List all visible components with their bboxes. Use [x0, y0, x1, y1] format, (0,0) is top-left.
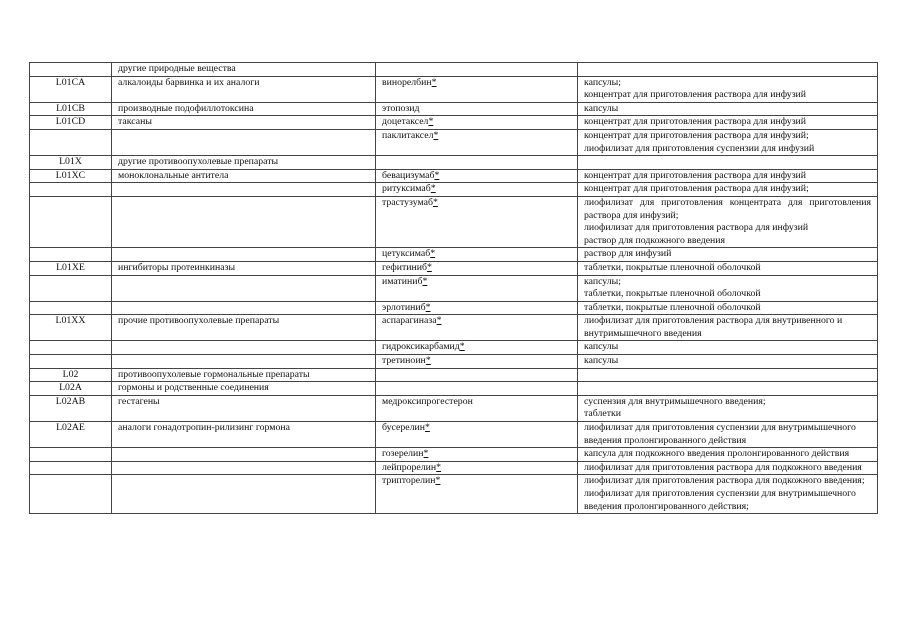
dosage-form: таблетки, покрытые пленочной оболочкой [584, 261, 761, 273]
footnote-asterisk: * [435, 475, 441, 487]
table-row [30, 422, 878, 448]
drug-name: паклитаксел [382, 129, 434, 141]
footnote-asterisk: * [432, 196, 438, 208]
drug-name: трипторелин [382, 475, 436, 487]
table-row [30, 382, 878, 396]
footnote-asterisk: * [428, 116, 434, 128]
dosage-form-cell [578, 382, 878, 396]
atc-code-cell: L01XC [30, 169, 112, 183]
table-row [30, 461, 878, 475]
dosage-form: капсулы [584, 341, 619, 353]
group-name-cell: аналоги гонадотропин-рилизинг гормона [112, 422, 376, 448]
drug-name: аспарагиназа [382, 315, 437, 327]
drug-name-cell [376, 102, 578, 116]
table-row [30, 355, 878, 369]
atc-code-cell: L01XE [30, 261, 112, 275]
drug-name: медроксипрогестерон [382, 395, 473, 407]
atc-code-cell [30, 461, 112, 475]
drug-name-cell [376, 261, 578, 275]
atc-code-cell [30, 475, 112, 514]
drug-name-cell [376, 63, 578, 77]
dosage-form-cell [578, 355, 878, 369]
drug-name: гидроксикарбамид [382, 341, 460, 353]
group-name-cell: гестагены [112, 395, 376, 421]
dosage-form: лиофилизат для приготовления раствора для внутривенного и внутримышечного введения [584, 315, 843, 339]
dosage-form-cell [578, 196, 878, 247]
group-name-cell: алкалоиды барвинка и их аналоги [112, 76, 376, 102]
group-name-cell [112, 475, 376, 514]
drug-name: эрлотиниб [382, 301, 426, 313]
drug-name: трастузумаб [382, 196, 433, 208]
group-name-cell [112, 355, 376, 369]
drug-table [29, 62, 878, 514]
drug-name-cell [376, 368, 578, 382]
drug-name-cell [376, 196, 578, 247]
drug-name-cell [376, 341, 578, 355]
dosage-form: таблетки, покрытые пленочной оболочкой [584, 288, 761, 300]
group-name-cell [112, 301, 376, 315]
drug-name: гефитиниб [382, 261, 427, 273]
dosage-form: концентрат для приготовления раствора для инфузий [584, 116, 807, 128]
footnote-asterisk: * [436, 461, 442, 473]
dosage-form: лиофилизат для приготовления суспензии для внутримышечного введения пролонгированного действия [584, 422, 856, 446]
group-name-cell [112, 129, 376, 155]
dosage-form: суспензия для внутримышечного введения; [584, 395, 766, 407]
dosage-form-cell [578, 156, 878, 170]
table-row [30, 275, 878, 301]
atc-code-cell: L01CD [30, 116, 112, 130]
atc-code-cell: L01CA [30, 76, 112, 102]
atc-code-cell: L01XX [30, 315, 112, 341]
group-name-cell: гормоны и родственные соединения [112, 382, 376, 396]
table-row [30, 341, 878, 355]
atc-code-cell [30, 248, 112, 262]
table-row [30, 183, 878, 197]
dosage-form-cell [578, 341, 878, 355]
table-row [30, 315, 878, 341]
atc-code-cell [30, 183, 112, 197]
dosage-form-cell [578, 301, 878, 315]
atc-code-cell: L02 [30, 368, 112, 382]
group-name-cell [112, 341, 376, 355]
atc-code-cell [30, 341, 112, 355]
drug-name: этопозид [382, 102, 420, 114]
dosage-form: раствор для подкожного введения [584, 234, 726, 246]
group-name-cell: противоопухолевые гормональные препараты [112, 368, 376, 382]
table-row [30, 248, 878, 262]
table-row [30, 196, 878, 247]
drug-name-cell [376, 76, 578, 102]
atc-code-cell [30, 355, 112, 369]
group-name-cell: моноклональные антитела [112, 169, 376, 183]
table-row [30, 63, 878, 77]
footnote-asterisk: * [431, 76, 437, 88]
atc-code-cell [30, 448, 112, 462]
footnote-asterisk: * [459, 341, 465, 353]
atc-code-cell: L02AE [30, 422, 112, 448]
table-body [30, 63, 878, 514]
dosage-form-cell [578, 102, 878, 116]
table-row [30, 261, 878, 275]
dosage-form: концентрат для приготовления раствора для инфузий; [584, 183, 809, 195]
dosage-form-cell [578, 76, 878, 102]
group-name-cell: другие природные вещества [112, 63, 376, 77]
dosage-form: лиофилизат для приготовления суспензии для внутримышечного введения пролонгированного действия; [584, 488, 856, 512]
group-name-cell [112, 196, 376, 247]
dosage-form: таблетки, покрытые пленочной оболочкой [584, 301, 761, 313]
atc-code-cell: L01CB [30, 102, 112, 116]
dosage-form: капсулы [584, 355, 619, 367]
group-name-cell: другие противоопухолевые препараты [112, 156, 376, 170]
dosage-form-cell [578, 116, 878, 130]
dosage-form-cell [578, 368, 878, 382]
dosage-form-cell [578, 261, 878, 275]
drug-name-cell [376, 183, 578, 197]
drug-name-cell [376, 156, 578, 170]
dosage-form-cell [578, 169, 878, 183]
group-name-cell [112, 183, 376, 197]
atc-code-cell: L02A [30, 382, 112, 396]
footnote-asterisk: * [424, 422, 430, 434]
group-name-cell: таксаны [112, 116, 376, 130]
footnote-asterisk: * [433, 129, 439, 141]
dosage-form-cell [578, 63, 878, 77]
table-row [30, 475, 878, 514]
atc-code-cell [30, 196, 112, 247]
dosage-form-cell [578, 422, 878, 448]
dosage-form-cell [578, 275, 878, 301]
table-row [30, 102, 878, 116]
footnote-asterisk: * [426, 261, 432, 273]
drug-name-cell [376, 248, 578, 262]
drug-name-cell [376, 422, 578, 448]
dosage-form: лиофилизат для приготовления раствора для подкожного введения; [584, 475, 865, 487]
table-row [30, 395, 878, 421]
drug-name-cell [376, 129, 578, 155]
footnote-asterisk: * [434, 169, 440, 181]
group-name-cell [112, 448, 376, 462]
table-row [30, 368, 878, 382]
dosage-form: концентрат для приготовления раствора для инфузий; [584, 129, 809, 141]
dosage-form: лиофилизат для приготовления концентрата для приготовления раствора для инфузий; [584, 196, 871, 221]
drug-name-cell [376, 461, 578, 475]
footnote-asterisk: * [430, 183, 436, 195]
dosage-form: капсулы; [584, 275, 621, 287]
footnote-asterisk: * [436, 315, 442, 327]
drug-name-cell [376, 475, 578, 514]
group-name-cell [112, 275, 376, 301]
table-row [30, 169, 878, 183]
atc-code-cell [30, 129, 112, 155]
dosage-form-cell [578, 315, 878, 341]
dosage-form: капсулы [584, 102, 619, 114]
drug-name-cell [376, 301, 578, 315]
dosage-form-cell [578, 461, 878, 475]
drug-name: лейпрорелин [382, 461, 437, 473]
atc-code-cell [30, 301, 112, 315]
atc-code-cell [30, 275, 112, 301]
table-row [30, 156, 878, 170]
dosage-form: лиофилизат для приготовления раствора для подкожного введения [584, 461, 862, 473]
dosage-form-cell [578, 129, 878, 155]
drug-name: бусерелин [382, 422, 425, 434]
drug-name: ритуксимаб [382, 183, 431, 195]
drug-name-cell [376, 169, 578, 183]
dosage-form-cell [578, 183, 878, 197]
dosage-form-cell [578, 395, 878, 421]
footnote-asterisk: * [423, 448, 429, 460]
drug-name-cell [376, 355, 578, 369]
drug-name: третиноин [382, 355, 426, 367]
drug-name: бевацизумаб [382, 169, 435, 181]
drug-name-cell [376, 116, 578, 130]
drug-name-cell [376, 315, 578, 341]
table-row [30, 116, 878, 130]
dosage-form: концентрат для приготовления раствора для инфузий [584, 89, 807, 101]
dosage-form-cell [578, 448, 878, 462]
atc-code-cell: L02AB [30, 395, 112, 421]
group-name-cell: прочие противоопухолевые препараты [112, 315, 376, 341]
group-name-cell: ингибиторы протеинкиназы [112, 261, 376, 275]
dosage-form-cell [578, 475, 878, 514]
group-name-cell: производные подофиллотоксина [112, 102, 376, 116]
dosage-form: лиофилизат для приготовления суспензии для инфузий [584, 142, 815, 154]
group-name-cell [112, 461, 376, 475]
footnote-asterisk: * [425, 355, 431, 367]
drug-name: иматиниб [382, 275, 423, 287]
drug-name-cell [376, 275, 578, 301]
drug-name-cell [376, 395, 578, 421]
dosage-form: лиофилизат для приготовления раствора для инфузий [584, 222, 809, 234]
dosage-form: капсулы; [584, 76, 621, 88]
dosage-form: раствор для инфузий [584, 248, 672, 260]
drug-name: цетуксимаб [382, 248, 431, 260]
atc-code-cell: L01X [30, 156, 112, 170]
drug-name-cell [376, 382, 578, 396]
table-row [30, 76, 878, 102]
drug-name: винорелбин [382, 76, 432, 88]
dosage-form: концентрат для приготовления раствора для инфузий [584, 169, 807, 181]
dosage-form-cell [578, 248, 878, 262]
dosage-form: таблетки [584, 408, 622, 420]
footnote-asterisk: * [422, 275, 428, 287]
table-row [30, 448, 878, 462]
table-row [30, 129, 878, 155]
footnote-asterisk: * [430, 248, 436, 260]
group-name-cell [112, 248, 376, 262]
table-row [30, 301, 878, 315]
atc-code-cell [30, 63, 112, 77]
drug-name-cell [376, 448, 578, 462]
dosage-form: капсула для подкожного введения пролонгированного действия [584, 448, 850, 460]
footnote-asterisk: * [425, 301, 431, 313]
drug-name: доцетаксел [382, 116, 429, 128]
drug-name: гозерелин [382, 448, 424, 460]
